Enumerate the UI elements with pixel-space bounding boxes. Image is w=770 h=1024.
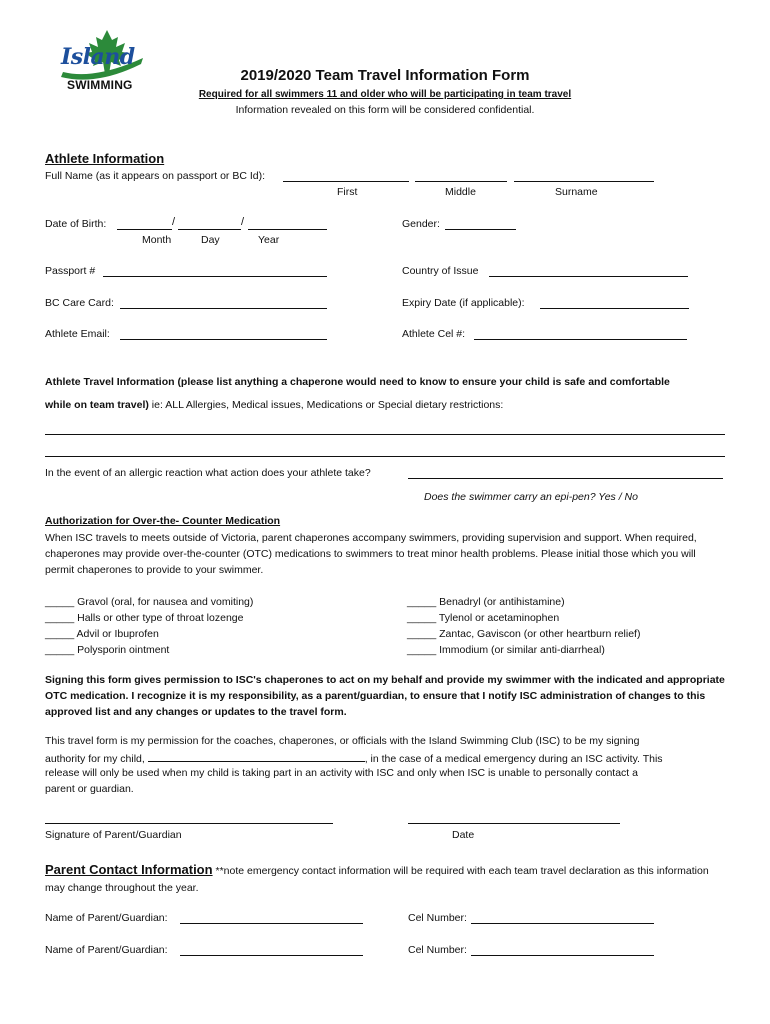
travel-notes-line-1[interactable] <box>45 434 725 435</box>
middle-name-field[interactable] <box>415 181 507 182</box>
gender-label: Gender: <box>402 218 440 230</box>
authority-line-1: This travel form is my permission for the coaches, chaperones, or officials with the Island Swimming Club (ISC) to be my signing <box>45 735 640 747</box>
passport-field[interactable] <box>103 276 327 277</box>
country-field[interactable] <box>489 276 688 277</box>
authority-line-2a: authority for my child, <box>45 753 148 765</box>
athlete-info-heading: Athlete Information <box>45 151 165 166</box>
otc-option-zantac[interactable]: _____ Zantac, Gaviscon (or other heartburn relief) <box>407 628 641 640</box>
gender-field[interactable] <box>445 229 516 230</box>
cel-field[interactable] <box>474 339 687 340</box>
surname-caption: Surname <box>555 186 598 198</box>
email-field[interactable] <box>120 339 327 340</box>
surname-field[interactable] <box>514 181 654 182</box>
parent-name-field-1[interactable] <box>180 923 363 924</box>
dob-year-field[interactable] <box>248 229 327 230</box>
parent-cel-label-1: Cel Number: <box>408 912 467 924</box>
confidential-note: Information revealed on this form will be considered confidential. <box>235 104 535 116</box>
parent-contact-note: **note emergency contact information will be required with each team travel declaration as this information may change throughout the year. <box>45 865 709 894</box>
first-name-field[interactable] <box>283 181 409 182</box>
parent-cel-field-2[interactable] <box>471 955 654 956</box>
expiry-label: Expiry Date (if applicable): <box>402 297 525 309</box>
authority-line-4: parent or guardian. <box>45 783 134 795</box>
dob-sep1: / <box>172 216 176 228</box>
dob-day-field[interactable] <box>178 229 241 230</box>
parent-name-label-2: Name of Parent/Guardian: <box>45 944 168 956</box>
parent-cel-field-1[interactable] <box>471 923 654 924</box>
middle-caption: Middle <box>445 186 476 198</box>
date-caption: Date <box>452 829 475 841</box>
logo-word-swimming: SWIMMING <box>67 78 133 92</box>
travel-heading-bold2: while on team travel) <box>45 399 149 411</box>
club-logo <box>55 28 150 96</box>
otc-option-benadryl[interactable]: _____ Benadryl (or antihistamine) <box>407 596 565 608</box>
otc-option-immodium[interactable]: _____ Immodium (or similar anti-diarrheal) <box>407 644 605 656</box>
allergic-field[interactable] <box>408 478 723 479</box>
parent-contact-heading: Parent Contact Information <box>45 862 213 877</box>
signature-caption: Signature of Parent/Guardian <box>45 829 182 841</box>
parent-name-label-1: Name of Parent/Guardian: <box>45 912 168 924</box>
dob-label: Date of Birth: <box>45 218 107 230</box>
otc-option-polysporin[interactable]: _____ Polysporin ointment <box>45 644 170 656</box>
epipen-question: Does the swimmer carry an epi-pen? Yes / No <box>424 491 638 503</box>
authority-line-2b: , in the case of a medical emergency during an ISC activity. This <box>364 753 663 765</box>
parent-name-field-2[interactable] <box>180 955 363 956</box>
form-title: 2019/2020 Team Travel Information Form <box>240 67 530 84</box>
parent-contact-block <box>45 861 725 897</box>
email-label: Athlete Email: <box>45 328 110 340</box>
required-note: Required for all swimmers 11 and older who will be participating in team travel <box>198 89 572 100</box>
travel-heading: Athlete Travel Information (please list anything a chaperone would need to know to ensure your child is safe and comfortable <box>45 376 670 388</box>
bc-care-field[interactable] <box>120 308 327 309</box>
otc-option-gravol[interactable]: _____ Gravol (oral, for nausea and vomiting) <box>45 596 254 608</box>
expiry-field[interactable] <box>540 308 689 309</box>
authority-line-2 <box>45 751 663 765</box>
otc-option-tylenol[interactable]: _____ Tylenol or acetaminophen <box>407 612 560 624</box>
date-field[interactable] <box>408 823 620 824</box>
otc-heading: Authorization for Over-the- Counter Medication <box>45 515 281 527</box>
passport-label: Passport # <box>45 265 96 277</box>
child-name-field[interactable] <box>148 751 365 762</box>
otc-option-advil[interactable]: _____ Advil or Ibuprofen <box>45 628 159 640</box>
month-caption: Month <box>142 234 172 246</box>
dob-month-field[interactable] <box>117 229 172 230</box>
logo-word-island: Island <box>61 44 135 70</box>
travel-notes-line-2[interactable] <box>45 456 725 457</box>
otc-option-halls[interactable]: _____ Halls or other type of throat lozenge <box>45 612 244 624</box>
travel-heading-rest: ie: ALL Allergies, Medical issues, Medications or Special dietary restrictions: <box>148 399 504 411</box>
signature-field[interactable] <box>45 823 333 824</box>
dob-sep2: / <box>241 216 245 228</box>
year-caption: Year <box>258 234 280 246</box>
authority-line-3: release will only be used when my child is taking part in an activity with ISC and only when ISC is unable to personally contact a <box>45 767 638 779</box>
travel-heading-line2 <box>45 399 503 411</box>
full-name-label: Full Name (as it appears on passport or BC Id): <box>45 170 266 182</box>
first-caption: First <box>337 186 358 198</box>
otc-right-list <box>407 594 640 658</box>
bc-care-label: BC Care Card: <box>45 297 114 309</box>
cel-label: Athlete Cel #: <box>402 328 466 340</box>
otc-paragraph: When ISC travels to meets outside of Victoria, parent chaperones accompany swimmers, providing supervision and support. When required, chaperones may provide over-the-counter (OTC) medications to swimmers to treat minor health problems. Please initial those which you will permit chaperones to provide to your swimmer. <box>45 532 697 576</box>
permission-paragraph: Signing this form gives permission to ISC's chaperones to act on my behalf and provide my swimmer with the indicated and appropriate OTC medication. I recognize it is my responsibility, as a parent/guardian, to ensure that I notify ISC administration of changes to this approved list and any changes or updates to the travel form. <box>45 674 725 718</box>
day-caption: Day <box>201 234 220 246</box>
allergic-label: In the event of an allergic reaction what action does your athlete take? <box>45 467 371 479</box>
parent-cel-label-2: Cel Number: <box>408 944 467 956</box>
otc-left-list <box>45 594 253 658</box>
country-label: Country of Issue <box>402 265 479 277</box>
